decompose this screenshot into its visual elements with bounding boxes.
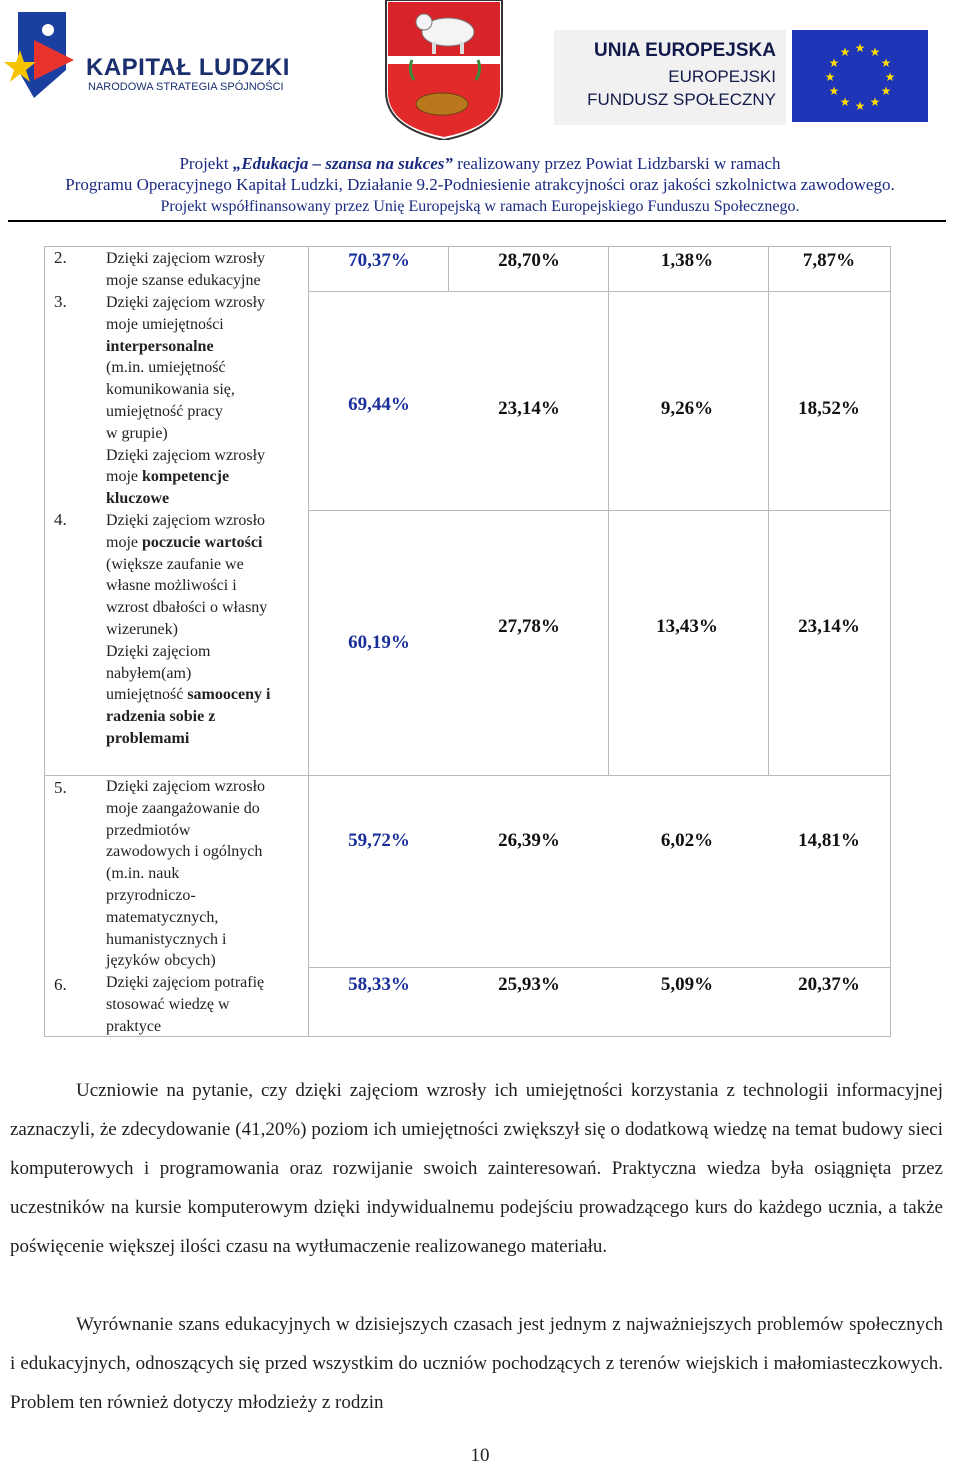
coat-of-arms (384, 0, 504, 140)
label-line: (większe zaufanie we (106, 555, 244, 573)
label-line: moje szanse edukacyjne (106, 271, 261, 289)
label-line: humanistycznych i (106, 930, 227, 948)
label-line: umiejętność pracy (106, 402, 223, 420)
label-line (106, 706, 306, 728)
eu-line-1: UNIA EUROPEJSKA (594, 40, 776, 61)
svg-text:★: ★ (828, 56, 840, 70)
value-cell: 60,19% (348, 632, 410, 653)
project-name: „Edukacja – szansa na sukces” (232, 154, 453, 173)
row-label (106, 972, 306, 1037)
label-line: Dzięki zajęciom potrafię (106, 974, 265, 991)
value-cell: 25,93% (498, 974, 560, 995)
value-cell: 26,39% (498, 830, 560, 851)
label-line (106, 466, 306, 488)
svg-text:★: ★ (828, 84, 840, 98)
value-cell: 13,43% (656, 616, 718, 637)
label-line: moje zaangażowanie do (106, 799, 260, 817)
svg-text:★: ★ (839, 45, 851, 59)
label-line: w grupie) (106, 424, 168, 442)
label-text: moje (106, 468, 142, 486)
label-line: języków obcych) (106, 952, 216, 970)
label-line: stosować wiedzę w (106, 995, 230, 1013)
label-line: (m.in. nauk (106, 865, 180, 883)
label-line: (m.in. umiejętność (106, 359, 226, 377)
row-label (106, 292, 306, 510)
svg-text:★: ★ (884, 70, 896, 84)
row-label (106, 248, 306, 292)
header-line-2: Programu Operacyjnego Kapitał Ludzki, Działanie 9.2-Podniesienie atrakcyjności oraz jakości szkolnictwa zawodowego. (65, 175, 895, 194)
label-text: umiejętność (106, 686, 188, 704)
row-number: 4. (54, 510, 67, 529)
row-number: 6. (54, 975, 67, 994)
label-line: Dzięki zajęciom wzrosło (106, 512, 266, 529)
value-cell: 6,02% (660, 830, 714, 851)
label-line: matematycznych, (106, 908, 219, 926)
eu-line-2: EUROPEJSKI (668, 67, 776, 86)
paragraph-1: Uczniowie na pytanie, czy dzięki zajęciom wzrosły ich umiejętności korzystania z technologii informacyjnej zaznaczyli, że zdecydowanie (41,20%) poziom ich umiejętności zwiększył się o dodatkową wiedzę na temat budowy sieci komputerowych i programowania oraz rozwijanie swoich zainteresowań. Praktyczna wiedza była osiągnięta przez uczestników na kursie komputerowym dzięki indywidualnemu podejściu prowadzącego kurs do każdego ucznia, a także poświęcenie większej ilości czasu na wytłumaczenie realizowanego materiału. (10, 1080, 943, 1257)
label-bold: kluczowe (106, 490, 170, 508)
label-line (106, 728, 306, 750)
table-row-sep-4 (308, 967, 891, 968)
label-bold: problemami (106, 729, 190, 747)
star-logo-icon (4, 10, 84, 100)
row-label (106, 510, 306, 750)
label-bold: kompetencje (142, 468, 230, 486)
coat-of-arms-icon (384, 0, 504, 140)
value-cell: 59,72% (348, 830, 410, 851)
label-line: Dzięki zajęciom wzrosły (106, 250, 266, 267)
value-cell: 9,26% (660, 398, 714, 419)
svg-text:★: ★ (869, 45, 881, 59)
page-number: 10 (470, 1445, 490, 1466)
label-line: komunikowania się, (106, 381, 235, 399)
table-border-top (44, 246, 891, 247)
label-line: wizerunek) (106, 620, 178, 638)
label-bold: interpersonalne (106, 337, 214, 355)
label-line: Dzięki zajęciom wzrosły (106, 446, 266, 464)
table-border-left (44, 246, 45, 1037)
value-cell: 58,33% (348, 974, 410, 995)
table-row-sep-1 (308, 291, 891, 292)
value-cell: 18,52% (798, 398, 860, 419)
label-line (106, 532, 306, 554)
svg-text:★: ★ (824, 70, 836, 84)
label-bold: radzenia sobie z (106, 708, 216, 726)
header-line-1 (0, 154, 960, 174)
value-cell: 28,70% (498, 250, 560, 271)
svg-text:★: ★ (869, 95, 881, 109)
row-number: 5. (54, 778, 67, 797)
label-line (106, 336, 306, 358)
table-border-right (890, 246, 891, 1037)
eu-flag (792, 30, 928, 122)
label-line: moje umiejętności (106, 315, 224, 333)
value-cell: 7,87% (802, 250, 856, 271)
eu-line-3: FUNDUSZ SPOŁECZNY (587, 90, 776, 109)
eu-flag-icon (792, 30, 928, 122)
label-bold: samooceny i (187, 686, 271, 704)
kl-subtitle: NARODOWA STRATEGIA SPÓJNOŚCI (88, 81, 284, 93)
value-cell: 1,38% (660, 250, 714, 271)
value-cell: 20,37% (798, 974, 860, 995)
svg-text:★: ★ (854, 99, 866, 113)
value-cell: 23,14% (798, 616, 860, 637)
value-cell: 5,09% (660, 974, 714, 995)
row-number: 3. (54, 292, 67, 311)
label-bold: poczucie wartości (142, 533, 263, 551)
value-cell: 23,14% (498, 398, 560, 419)
kapital-ludzki-logo (4, 10, 304, 110)
label-line: Dzięki zajęciom (106, 642, 211, 660)
label-line: zawodowych i ogólnych (106, 843, 263, 861)
label-line: przyrodniczo- (106, 886, 196, 904)
value-cell: 70,37% (348, 250, 410, 271)
label-line: przedmiotów (106, 821, 191, 839)
header-prefix: Projekt (179, 154, 233, 173)
svg-text:★: ★ (854, 41, 866, 55)
label-line (106, 488, 306, 510)
label-line: wzrost dbałości o własny (106, 599, 268, 617)
label-line: nabyłem(am) (106, 664, 192, 682)
header-suffix: realizowany przez Powiat Lidzbarski w ramach (452, 154, 781, 173)
label-line: własne możliwości i (106, 577, 237, 595)
eu-text-block (554, 30, 786, 125)
header-divider (8, 220, 946, 222)
svg-text:★: ★ (839, 95, 851, 109)
svg-text:★: ★ (880, 56, 892, 70)
paragraph-2: Wyrównanie szans edukacyjnych w dzisiejszych czasach jest jednym z najważniejszych problemów społecznych i edukacyjnych, odnoszących się przed wszystkim do uczniów pochodzących z terenów wiejskich i małomiasteczkowych. Problem ten również dotyczy młodzieży z rodzin (10, 1314, 943, 1413)
value-cell: 14,81% (798, 830, 860, 851)
value-cell: 27,78% (498, 616, 560, 637)
label-text: moje (106, 533, 142, 551)
table-row-sep-2 (308, 510, 891, 511)
label-line (106, 684, 306, 706)
label-line: Dzięki zajęciom wzrosło (106, 778, 266, 795)
kl-title: KAPITAŁ LUDZKI (86, 54, 290, 81)
row-label (106, 776, 306, 972)
header-line-3: Projekt współfinansowany przez Unię Europejską w ramach Europejskiego Funduszu Społecznego. (160, 198, 800, 215)
label-line: Dzięki zajęciom wzrosły (106, 294, 266, 311)
value-cell: 69,44% (348, 394, 410, 415)
svg-text:★: ★ (880, 84, 892, 98)
label-line: praktyce (106, 1017, 162, 1035)
row-number: 2. (54, 248, 67, 267)
